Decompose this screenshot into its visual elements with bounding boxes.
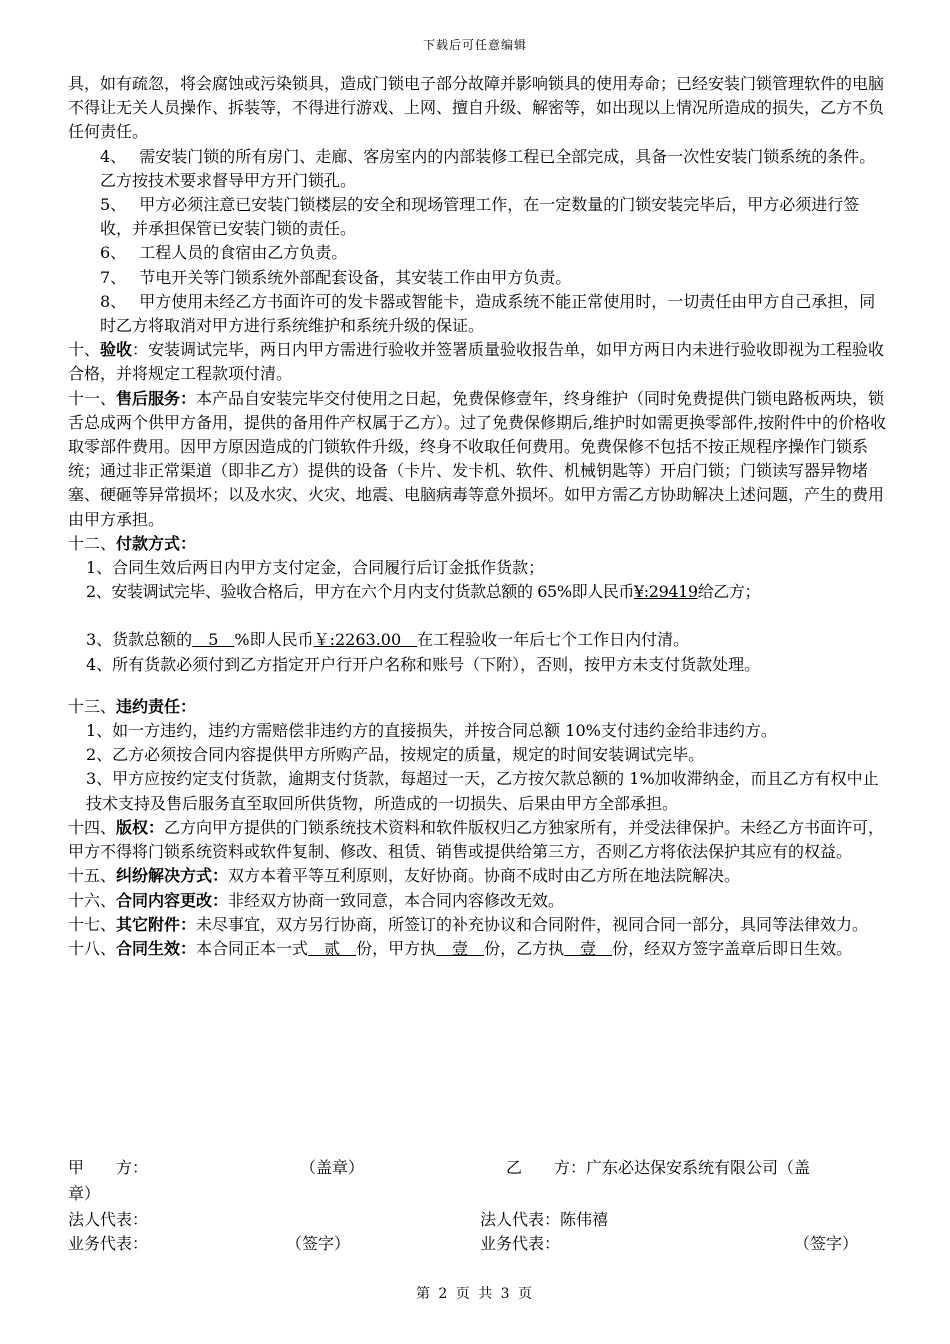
colon: ： <box>180 533 197 553</box>
contract-body <box>68 72 890 961</box>
clause-item-4: 4、 需安装门锁的所有房门、走廊、客房室内的内部装修工程已全部完成，具备一次性安装门锁系统的条件。乙方按技术要求督导甲方开门锁孔。 <box>100 146 876 190</box>
effect-text: 份，经双方签字盖章后即日生效。 <box>612 938 853 958</box>
colon: ： <box>212 866 229 886</box>
colon: ： <box>148 817 165 837</box>
payment-amount-65: ¥:29419 <box>634 582 698 602</box>
section-text: 安装调试完毕，两日内甲方需进行验收并签署质量验收报告单，如甲方两日内未进行验收即视为工程验收合格，并将规定工程款项付清。 <box>68 340 885 384</box>
section-title: 验收 <box>100 340 133 360</box>
section-title: 合同内容更改 <box>116 890 213 910</box>
clause-item-7: 7、 节电开关等门锁系统外部配套设备，其安装工作由甲方负责。 <box>100 267 572 287</box>
spacer <box>68 604 890 628</box>
colon: ： <box>212 890 229 910</box>
effect-text: 本合同正本一式 <box>196 938 309 958</box>
payment-text: 在工程验收一年后七个工作日内付清。 <box>417 630 690 650</box>
section-number: 十七、 <box>68 914 117 934</box>
section-text: 非经双方协商一致同意，本合同内容修改无效。 <box>228 890 565 910</box>
section-15 <box>68 864 890 888</box>
legal-rep-b: 法人代表：陈伟禧 <box>480 1210 609 1229</box>
payment-item-1: 1、合同生效后两日内甲方支付定金，合同履行后订金抵作货款； <box>86 558 545 578</box>
clause-item-5: 5、 甲方必须注意已安装门锁楼层的安全和现场管理工作，在一定数量的门锁安装完毕后，甲方必须进行签收，并承担保管已安装门锁的责任。 <box>100 195 860 239</box>
section-title: 纠纷解决方式 <box>116 866 213 886</box>
payment-text: %即人民币 <box>234 630 314 650</box>
section-13 <box>68 695 890 719</box>
colon: ： <box>180 914 197 934</box>
section-10 <box>68 338 890 386</box>
section-11 <box>68 387 890 532</box>
section-title: 合同生效 <box>116 938 181 958</box>
paragraph-continuation: 具，如有疏忽，将会腐蚀或污染锁具，造成门锁电子部分故障并影响锁具的使用寿命；已经安装门锁管理软件的电脑不得让无关人员操作、拆装等，不得进行游戏、上网、擅自升级、解密等，如出现以上情况所造成的损失，乙方不负任何责任。 <box>68 74 885 142</box>
section-title: 违约责任 <box>116 696 181 716</box>
section-text: 双方本着平等互利原则，友好协商。协商不成时由乙方所在地法院解决。 <box>228 866 741 886</box>
section-title: 版权 <box>116 817 149 837</box>
section-number: 十、 <box>68 340 101 360</box>
section-text: 本产品自安装完毕交付使用之日起，免费保修壹年，终身维护（同时免费提供门锁电路板两块，锁舌总成两个供甲方备用，提供的备用件产权属于乙方）。过了免费保修期后,维护时如需更换零部件,按附件中的价格收取零部件费用。因甲方原因造成的门锁软件升级，终身不收取任何费用。免费保修不包括不按正规程序操作门锁系统；通过非正常渠道（即非乙方）提供的设备（卡片、发卡机、软件、机械钥匙等）开启门锁；门锁读写器异物堵塞、硬砸等异常损坏；以及水灾、火灾、地震、电脑病毒等意外损坏。如甲方需乙方协助解决上述问题，产生的费用由甲方承担。 <box>68 388 887 529</box>
party-a-label: 甲 方： <box>68 1158 149 1177</box>
copies-party-a: 壹 <box>436 938 485 958</box>
effect-text: 份，甲方执 <box>356 938 437 958</box>
copies-party-b: 壹 <box>564 938 613 958</box>
section-number: 十一、 <box>68 388 117 408</box>
section-18 <box>68 937 890 961</box>
clause-item-6: 6、 工程人员的食宿由乙方负责。 <box>100 243 348 263</box>
payment-item-2 <box>68 580 890 604</box>
section-title: 售后服务 <box>116 388 181 408</box>
payment-text: 给乙方； <box>697 582 761 602</box>
clause-item-8: 8、 甲方使用未经乙方书面许可的发卡器或智能卡，造成系统不能正常使用时，一切责任由甲方自己承担，同时乙方将取消对甲方进行系统维护和系统升级的保证。 <box>100 291 876 336</box>
payment-text: 3、货款总额的 <box>86 630 193 650</box>
payment-text: 2、安装调试完毕、验收合格后，甲方在六个月内支付货款总额的 65%即人民币 <box>86 582 635 602</box>
section-number: 十六、 <box>68 890 117 910</box>
payment-item-3 <box>68 628 890 652</box>
section-16 <box>68 889 890 913</box>
spacer <box>68 677 890 695</box>
section-number: 十八、 <box>68 938 117 958</box>
breach-item-2: 2、乙方必须按合同内容提供甲方所购产品，按规定的质量，规定的时间安装调试完毕。 <box>86 745 705 765</box>
colon: ： <box>180 388 197 408</box>
business-rep-a: 业务代表： <box>68 1234 149 1253</box>
colon: ： <box>180 938 197 958</box>
business-rep-b: 业务代表： <box>480 1234 561 1253</box>
colon: ： <box>132 340 149 360</box>
colon: ： <box>180 696 197 716</box>
section-14 <box>68 816 890 864</box>
party-b-seal-cont: 章） <box>68 1184 101 1203</box>
sign-b: （签字） <box>794 1234 859 1253</box>
section-12 <box>68 532 890 556</box>
sign-a: （签字） <box>286 1234 351 1253</box>
party-b-label: 乙 方：广东必达保安系统有限公司（盖 <box>506 1158 811 1177</box>
section-text: 未尽事宜，双方另行协商，所签订的补充协议和合同附件，视同合同一部分，具同等法律效力。 <box>196 914 869 934</box>
payment-item-4: 4、所有货款必须付到乙方指定开户行开户名称和账号（下附），否则，按甲方未支付货款处理。 <box>86 654 761 674</box>
legal-rep-a: 法人代表： <box>68 1210 149 1229</box>
page-header: 下载后可任意编辑 <box>422 38 527 52</box>
copies-total: 贰 <box>308 938 357 958</box>
section-number: 十三、 <box>68 696 117 716</box>
breach-item-3: 3、甲方应按约定支付货款，逾期支付货款，每超过一天，乙方按欠款总额的 1%加收滞纳金，而且乙方有权中止技术支持及售后服务直至取回所供货物，所造成的一切损失、后果由甲方全部承担。 <box>86 769 879 813</box>
payment-amount-5: ￥:2263.00 <box>313 630 418 650</box>
breach-item-1: 1、如一方违约，违约方需赔偿非违约方的直接损失，并按合同总额 10%支付违约金给非违约方。 <box>86 721 777 741</box>
payment-percent: 5 <box>192 630 235 650</box>
party-a-seal: （盖章） <box>300 1158 365 1177</box>
section-number: 十二、 <box>68 533 117 553</box>
section-17 <box>68 913 890 937</box>
section-number: 十五、 <box>68 866 117 886</box>
section-text: 乙方向甲方提供的门锁系统技术资料和软件版权归乙方独家所有，并受法律保护。未经乙方书面许可，甲方不得将门锁系统资料或软件复制、修改、租赁、销售或提供给第三方，否则乙方将依法保护其应有的权益。 <box>68 817 885 862</box>
section-title: 付款方式 <box>116 533 181 553</box>
section-number: 十四、 <box>68 817 117 837</box>
effect-text: 份，乙方执 <box>484 938 565 958</box>
page-footer: 第 2 页 共 3 页 <box>415 1286 535 1302</box>
section-title: 其它附件 <box>116 914 181 934</box>
